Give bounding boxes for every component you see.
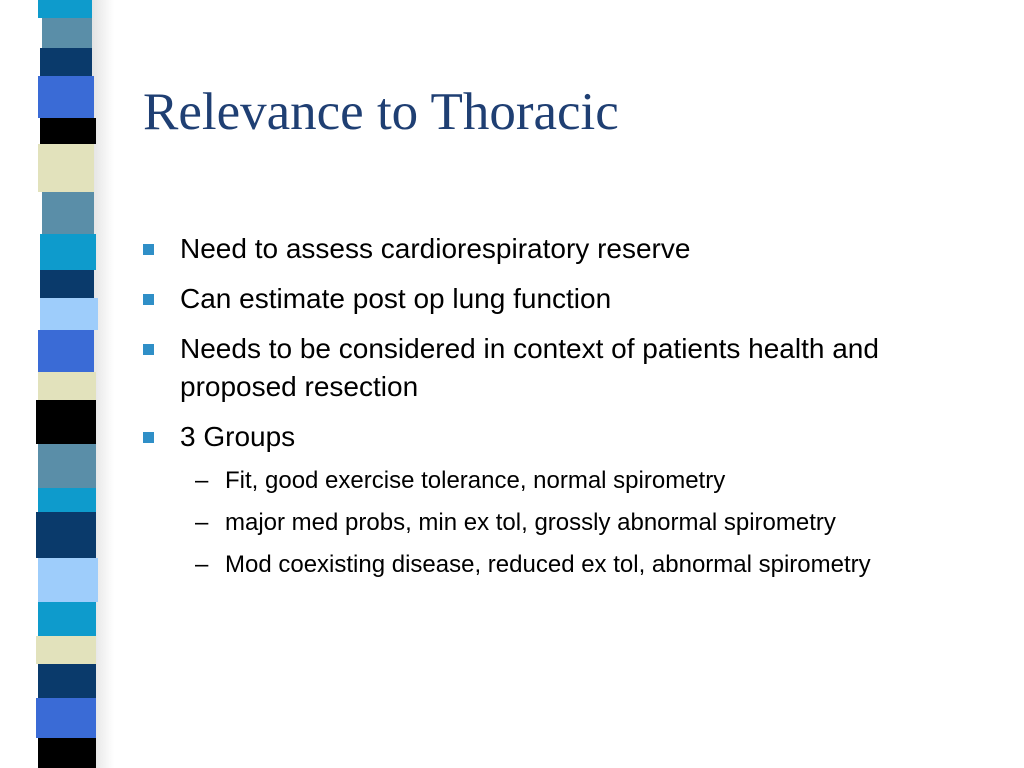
decorative-color-strip (0, 0, 112, 768)
strip-block (40, 118, 96, 144)
bullet-text: 3 Groups (180, 421, 296, 452)
strip-block (38, 558, 98, 602)
bullet-item (143, 230, 1003, 268)
strip-block (38, 444, 96, 488)
bullet-text: Can estimate post op lung function (180, 283, 612, 314)
sub-bullet-item (180, 504, 1003, 542)
bullet-item (143, 280, 1003, 318)
strip-block (38, 76, 94, 118)
dash-bullet-icon: – (195, 467, 209, 494)
strip-block (38, 738, 96, 768)
bullet-text: Need to assess cardiorespiratory reserve (180, 233, 691, 264)
square-bullet-icon (143, 432, 154, 443)
square-bullet-icon (143, 294, 154, 305)
square-bullet-icon (143, 344, 154, 355)
bullet-item (143, 330, 1003, 406)
bullet-list (143, 230, 1003, 596)
strip-block (40, 270, 94, 298)
strip-block (38, 372, 96, 400)
sub-bullet-text: Mod coexisting disease, reduced ex tol, abnormal spirometry (225, 551, 871, 578)
bullet-text: Needs to be considered in context of patients health and proposed resection (180, 333, 879, 402)
strip-block (40, 48, 92, 76)
strip-block (36, 636, 96, 664)
sub-bullet-item (180, 462, 1003, 500)
strip-block (38, 664, 96, 698)
slide-title: Relevance to Thoracic (143, 83, 619, 141)
square-bullet-icon (143, 244, 154, 255)
strip-block (38, 330, 94, 372)
strip-block (38, 602, 96, 636)
sub-bullet-list (180, 462, 1003, 584)
strip-block (38, 144, 94, 192)
strip-block (42, 18, 92, 48)
strip-block (40, 298, 98, 330)
bullet-item (143, 418, 1003, 584)
sub-bullet-item (180, 546, 1003, 584)
strip-block (36, 400, 96, 444)
strip-block (40, 234, 96, 270)
strip-block (36, 698, 96, 738)
strip-block (38, 0, 92, 18)
strip-block (36, 512, 96, 558)
strip-block (42, 192, 94, 234)
dash-bullet-icon: – (195, 509, 209, 536)
sub-bullet-text: major med probs, min ex tol, grossly abnormal spirometry (225, 509, 836, 536)
dash-bullet-icon: – (195, 551, 209, 578)
sub-bullet-text: Fit, good exercise tolerance, normal spirometry (225, 467, 726, 494)
strip-block (38, 488, 96, 512)
